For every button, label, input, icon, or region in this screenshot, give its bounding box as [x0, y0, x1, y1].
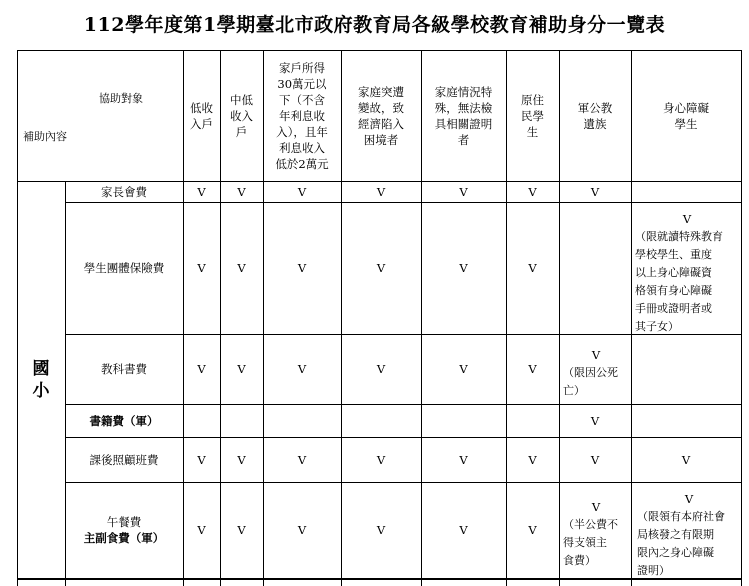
note-line: V: [591, 500, 601, 514]
textbook-military-note: [563, 346, 629, 400]
note-line: （限就讀特殊教育: [635, 230, 723, 243]
cell-indigenous-row-0: V: [528, 184, 537, 199]
header-line: 原住: [521, 92, 544, 107]
header-line: 利息收入: [278, 140, 325, 155]
header-line: 者: [457, 132, 470, 147]
cell-income30-row-5: V: [297, 523, 307, 537]
note-line: V: [591, 348, 601, 362]
header-line: 30萬元以: [277, 76, 327, 91]
header-line: 殊，無法檢: [434, 100, 493, 115]
corner-top-label: 協助對象: [99, 92, 143, 105]
cell-special-row-0: V: [459, 184, 468, 199]
cell-low-row-5: V: [197, 523, 206, 537]
header-line: 入戶: [190, 116, 213, 131]
cell-military-row-4: V: [590, 452, 600, 467]
item-line: 午餐費: [106, 515, 142, 529]
col-header-special-circumstance: [421, 50, 506, 181]
header-line: 遺族: [583, 116, 607, 131]
note-line: 其子女）: [635, 320, 679, 333]
cell-disabled-row-4: V: [681, 452, 691, 467]
header-line: 低收: [190, 100, 213, 115]
insurance-disabled-note: [635, 210, 739, 336]
note-line: （限領有本府社會: [637, 510, 725, 523]
header-line: 戶: [235, 124, 248, 139]
note-line: 限內之身心障礙: [637, 546, 714, 559]
note-line: 手冊或證明者或: [635, 302, 712, 315]
header-line: 生: [526, 124, 539, 139]
col-header-military-survivor: [559, 50, 631, 181]
cell-crisis-row-2: V: [376, 362, 386, 376]
cell-midlow-row-2: V: [237, 362, 246, 376]
corner-bottom-label: 補助內容: [23, 130, 67, 143]
row-item-book-fee-military: 書籍費（軍）: [89, 413, 159, 428]
note-line: 亡）: [563, 384, 585, 397]
cell-crisis-row-1: V: [376, 261, 386, 275]
note-line: 格領有身心障礙: [635, 284, 712, 297]
row-item-parent-fee: 家長會費: [101, 184, 147, 199]
header-line: 低於2萬元: [275, 156, 329, 171]
cell-indigenous-row-1: V: [528, 261, 537, 275]
cell-military-row-3: V: [590, 413, 600, 428]
cell-crisis-row-4: V: [376, 452, 386, 467]
cell-special-row-5: V: [459, 523, 468, 537]
cell-crisis-row-0: V: [376, 184, 386, 199]
section-line: 國: [32, 358, 50, 379]
col-header-low-income: [183, 50, 220, 181]
note-line: V: [682, 212, 692, 226]
header-line: 入），且年: [276, 124, 328, 139]
header-line: 中低: [230, 92, 253, 107]
col-header-family-crisis: [341, 50, 421, 181]
note-line: （限因公死: [563, 366, 618, 379]
note-line: 食費）: [563, 554, 596, 567]
cell-special-row-2: V: [459, 362, 468, 376]
note-line: 學校學生、重度: [635, 248, 712, 261]
header-line: 家庭情況特: [434, 84, 493, 99]
cell-low-row-1: V: [197, 261, 206, 275]
cell-midlow-row-0: V: [237, 184, 246, 199]
header-line: 家庭突遭: [358, 84, 404, 99]
page-title: 112學年度第1學期臺北市政府教育局各級學校教育補助身分一覽表: [83, 14, 666, 36]
section-line: 小: [32, 380, 50, 401]
header-line: 身心障礙: [663, 100, 709, 115]
note-line: 得支領主: [563, 536, 607, 549]
header-line: 具相關證明: [434, 116, 493, 131]
cell-indigenous-row-4: V: [528, 452, 537, 467]
header-line: 民學: [521, 108, 544, 123]
note-line: 局核發之有限期: [637, 528, 714, 541]
col-header-indigenous: [506, 50, 559, 181]
item-line: 主副食費（軍）: [83, 531, 165, 545]
col-header-disabled-student: [631, 50, 741, 181]
row-item-after-school-fee: 課後照顧班費: [89, 452, 159, 467]
cell-special-row-1: V: [459, 261, 468, 275]
header-line: 經濟陷入: [358, 116, 404, 131]
header-line: 學生: [674, 116, 698, 131]
note-line: （半公費不: [563, 518, 618, 531]
row-item-lunch-fee: [65, 482, 183, 578]
section-label-elementary: [17, 181, 65, 578]
row-item-textbook-fee: 教科書費: [101, 362, 147, 376]
header-line: 困境者: [363, 132, 399, 147]
cell-low-row-4: V: [197, 452, 206, 467]
cell-special-row-4: V: [459, 452, 468, 467]
header-line: 下（不含: [278, 92, 325, 107]
cell-income30-row-0: V: [297, 184, 307, 199]
cell-low-row-0: V: [197, 184, 206, 199]
cell-income30-row-1: V: [297, 261, 307, 275]
cell-crisis-row-5: V: [376, 523, 386, 537]
cell-income30-row-4: V: [297, 452, 307, 467]
cell-indigenous-row-5: V: [528, 523, 537, 537]
cell-midlow-row-4: V: [237, 452, 246, 467]
header-line: 家戶所得: [278, 60, 325, 75]
row-item-insurance-fee: 學生團體保險費: [83, 261, 165, 275]
note-line: 以上身心障礙資: [635, 266, 712, 279]
cell-indigenous-row-2: V: [528, 362, 537, 376]
cell-midlow-row-1: V: [237, 261, 246, 275]
note-line: 證明）: [637, 564, 670, 577]
subsidy-table: [17, 50, 742, 586]
col-header-income-30: [263, 50, 341, 181]
cell-midlow-row-5: V: [237, 523, 246, 537]
header-line: 收入: [230, 108, 253, 123]
header-line: 變故，致: [358, 100, 404, 115]
lunch-military-note: [563, 498, 629, 570]
col-header-mid-low-income: [220, 50, 263, 181]
note-line: V: [684, 492, 694, 506]
lunch-disabled-note: [637, 490, 741, 580]
cell-income30-row-2: V: [297, 362, 307, 376]
cell-low-row-2: V: [197, 362, 206, 376]
cell-military-row-0: V: [590, 184, 600, 199]
header-line: 年利息收: [278, 108, 325, 123]
header-line: 軍公教: [577, 100, 613, 115]
